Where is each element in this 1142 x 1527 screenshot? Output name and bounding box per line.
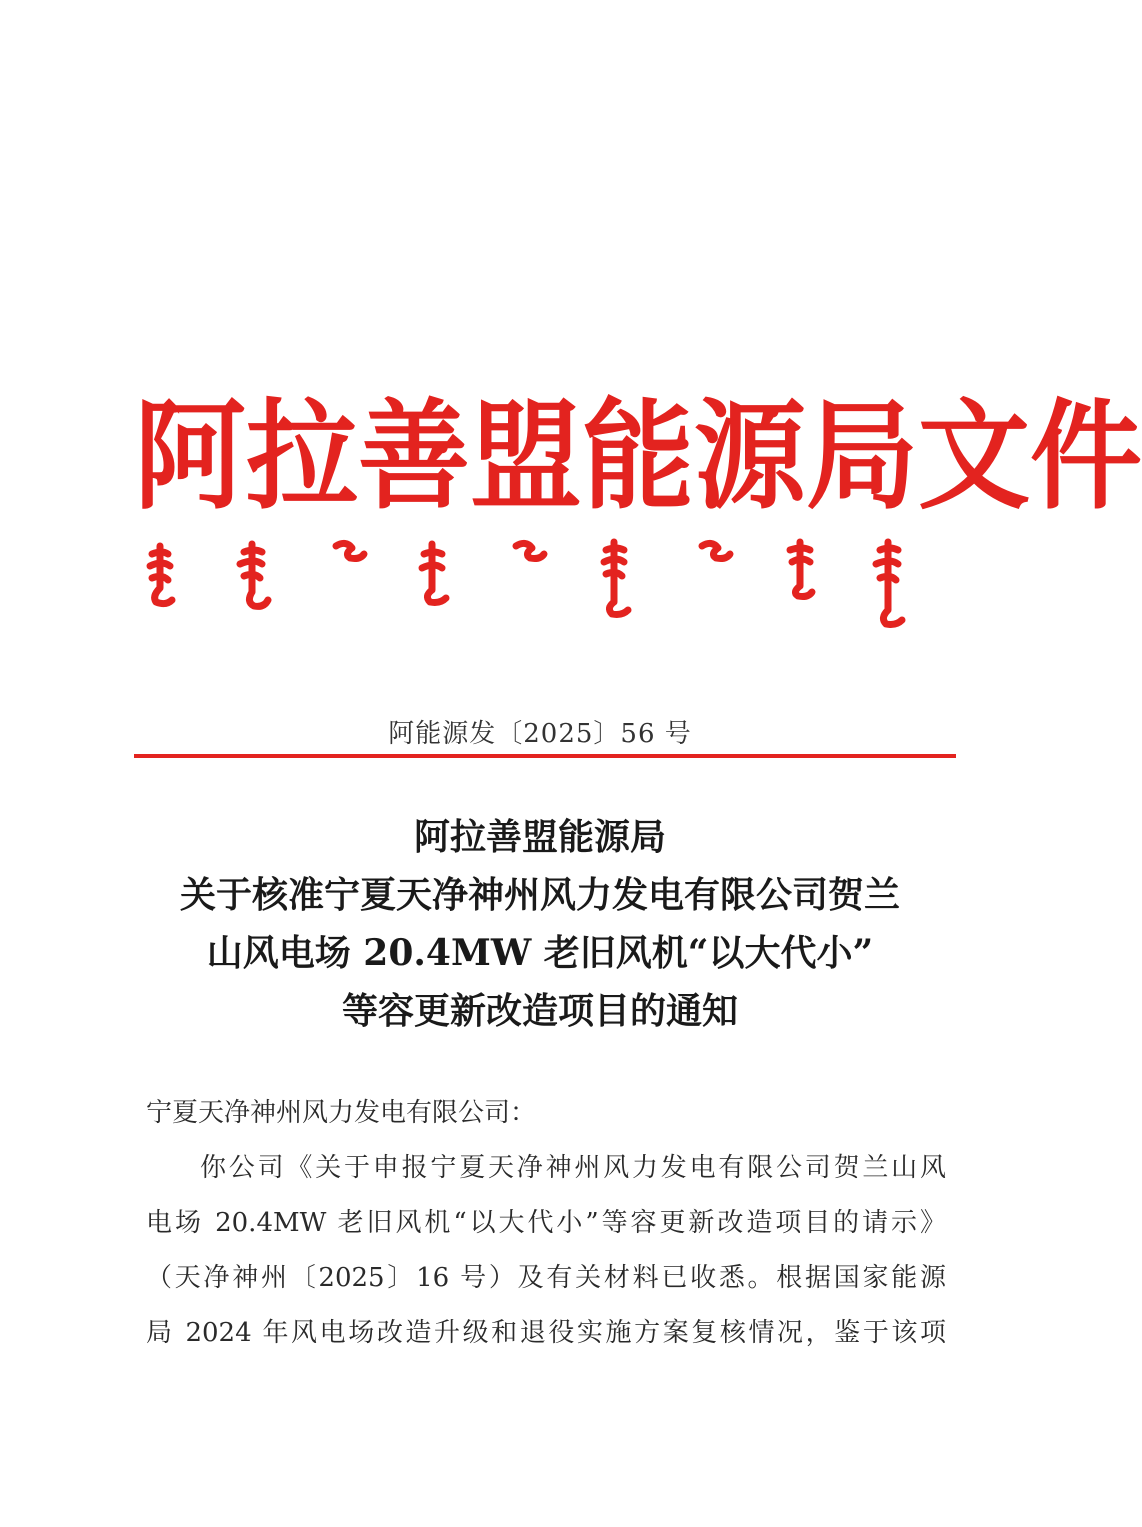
title-line: 关于核准宁夏天净神州风力发电有限公司贺兰 [179, 874, 900, 916]
title-line: 等容更新改造项目的通知 [341, 990, 738, 1032]
document-number: 阿能源发〔2025〕56 号 [388, 719, 692, 749]
notice-body [146, 1090, 946, 1365]
masthead-char: 局 [806, 387, 918, 526]
masthead-char: 拉 [246, 387, 358, 526]
title-line-agency: 阿拉善盟能源局 [413, 816, 666, 858]
masthead-char: 源 [694, 387, 806, 526]
red-divider-line [134, 754, 956, 758]
masthead-char: 件 [1030, 387, 1142, 526]
body-line: 电场 20.4MW 老旧风机“以大代小”等容更新改造项目的请示》 [146, 1208, 946, 1238]
title-line: 山风电场 20.4MW 老旧风机“以大代小” [206, 932, 874, 974]
masthead-char: 阿 [134, 387, 246, 526]
body-line: （天净神州〔2025〕16 号）及有关材料已收悉。根据国家能源 [146, 1263, 946, 1293]
masthead-char: 善 [358, 387, 470, 526]
masthead-char: 盟 [470, 387, 582, 526]
masthead-char: 能 [582, 387, 694, 526]
notice-title [120, 808, 960, 1040]
body-line: 你公司《关于申报宁夏天净神州风力发电有限公司贺兰山风 [200, 1153, 946, 1183]
masthead-char: 文 [918, 387, 1030, 526]
salutation: 宁夏天净神州风力发电有限公司： [146, 1098, 537, 1128]
mongolian-script-title [140, 536, 940, 632]
body-line: 局 2024 年风电场改造升级和退役实施方案复核情况，鉴于该项 [146, 1318, 946, 1348]
masthead-title [134, 387, 1142, 526]
